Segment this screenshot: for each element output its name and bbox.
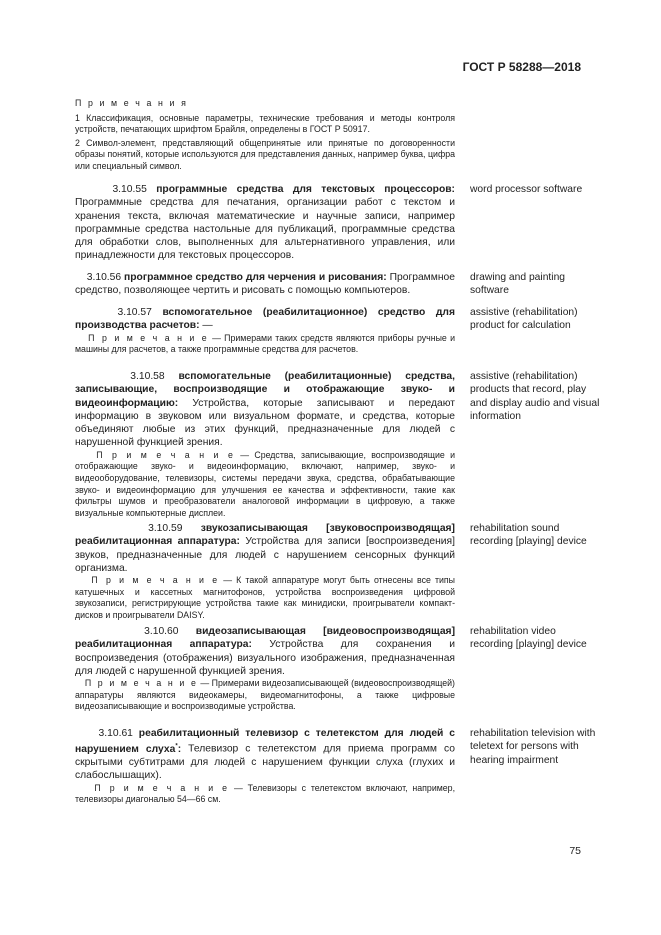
entry-definition: Программное средство, позволяющее чертить и рисовать с помощью компьютеров. [75, 272, 455, 297]
entry-english-3-10-59: rehabilitation sound recording [playing] device [470, 523, 587, 548]
entry-3-10-60 [75, 625, 455, 713]
entry-3-10-59 [75, 522, 455, 622]
entry-definition: Устройства, которые записывают и передают информацию в звуковом или визуальном формате, и средства, которые объединяют любые из этих функций, предназначенные для людей с нарушенной функцией зрения. [75, 397, 455, 449]
entry-number: 3.10.57 [117, 307, 152, 318]
entry-english-3-10-61: rehabilitation television with teletext for persons with hearing impairment [470, 728, 596, 766]
entry-definition: — [199, 320, 213, 332]
document-header: ГОСТ Р 58288—2018 [462, 60, 581, 74]
entry-note [75, 575, 455, 621]
entry-term: программные средства для текстовых процессоров: [156, 184, 455, 195]
entry-note [75, 333, 455, 356]
entry-number: 3.10.60 [144, 626, 179, 637]
top-note-2: 2 Символ-элемент, представляющий общепринятые или принятые по договоренности образы понятий, которые используются для представления данных, например буква, цифра или специальный символ. [75, 137, 455, 171]
entry-definition: Телевизор с телетекстом для приема программ со скрытыми субтитрами для людей с нарушением функции слуха (глухих и слабослышащих). [75, 743, 455, 782]
entry-definition: Устройства для сохранения и воспроизведения (отображения) визуального изображения, предназначенная для людей с нарушенной функцией зрения. [75, 639, 455, 677]
entry-3-10-57 [75, 306, 455, 356]
entry-note [75, 783, 455, 806]
entry-term: видеозаписывающая [видеовоспроизводящая] реабилитационная аппаратура: [75, 626, 455, 651]
entry-english-3-10-55: word processor software [470, 184, 583, 195]
entry-3-10-56 [75, 271, 455, 298]
note-text: — Телевизоры с телетекстом включают, например, телевизоры диагональю 54—66 см. [75, 782, 456, 805]
entry-definition: Программные средства для печатания, организации работ с текстом и хранения текста, включая математические и научные записи, например программные средства настольные для публикаций, программные средства для обработки слов, выполненных для альтернативного управления, или принадлежности для текстовых процессоров. [75, 197, 455, 262]
note-text: — К такой аппаратуре могут быть отнесены все типы катушечных и кассетных магнитофонов, устройства воспроизведения цифровой звукозаписи, регистрирующие устройства такие как минидиски, проигрыватели компакт-дисков и проигрыватели DAISY. [75, 575, 455, 620]
note-label: П р и м е ч а н и е [96, 449, 235, 460]
note-text: — Примерами видеозаписывающей (видеовоспроизводящей) аппаратуры являются видеокамеры, видеомагнитофоны, а также цифровые видеозаписывающие и воспроизводимые устройства. [75, 678, 455, 712]
entry-term: звукозаписывающая [звуковоспроизводящая] реабилитационная аппаратура: [75, 523, 455, 548]
page-number: 75 [569, 845, 581, 857]
note-text: — Средства, записывающие, воспроизводящие и отображающие звуко- и видеоинформацию, включают, например, звуко- и видеооборудование, телевизоры, системы передачи звука, средства, обрабатывающие звуко- и видеоинформацию для улучшения ее качества и эффективности, такие как фильтры шумов и преобразователи аналоговой информации в цифровую, а также визуальные компьютерные дисплеи. [75, 449, 456, 518]
note-text: — Примерами таких средств являются приборы ручные и машины для расчетов, а также программные средства для расчетов. [75, 332, 456, 355]
entry-number: 3.10.56 [86, 272, 122, 283]
note-label: П р и м е ч а н и е [84, 678, 198, 689]
entry-note [75, 678, 455, 713]
entry-3-10-55 [75, 183, 455, 263]
entry-english-3-10-57: assistive (rehabilitation) product for calculation [470, 307, 578, 332]
note-label: П р и м е ч а н и е [94, 782, 230, 793]
note-label: П р и м е ч а н и е [88, 332, 209, 343]
top-notes [75, 98, 455, 175]
top-note-1: 1 Классификация, основные параметры, технические требования и методы контроля устройств, печатающих шрифтом Брайля, определены в ГОСТ Р 50917. [75, 112, 455, 135]
entry-number: 3.10.55 [112, 184, 147, 195]
entry-term: вспомогательное (реабилитационное) средство для производства расчетов: [75, 307, 455, 332]
entry-3-10-58 [75, 370, 455, 519]
entry-number: 3.10.58 [130, 371, 165, 382]
entry-term-colon: : [177, 743, 182, 755]
entry-english-3-10-58: assistive (rehabilitation) products that record, play and display audio and visual information [470, 371, 600, 422]
entry-definition: Устройства для записи [воспроизведения] звуков, предназначенные для людей с нарушением сенсорных функций организма. [75, 536, 455, 574]
footnote-marker: * [175, 743, 178, 750]
top-notes-title: П р и м е ч а н и я [75, 98, 188, 108]
entry-term: вспомогательные (реабилитационные) средства, записывающие, воспроизводящие и отображающие звуко- и видеоинформацию: [75, 371, 455, 409]
entry-3-10-61 [75, 727, 455, 806]
entry-english-3-10-60: rehabilitation video recording [playing] device [470, 626, 587, 651]
entry-term: программное средство для черчения и рисования: [124, 272, 387, 283]
note-label: П р и м е ч а н и е [91, 575, 220, 586]
entry-term-text: реабилитационный телевизор с телетекстом для людей с нарушением слуха [75, 728, 455, 755]
entry-number: 3.10.61 [98, 728, 133, 739]
entry-number: 3.10.59 [148, 523, 183, 534]
entry-english-3-10-56: drawing and painting software [470, 272, 566, 297]
entry-note [75, 450, 455, 520]
